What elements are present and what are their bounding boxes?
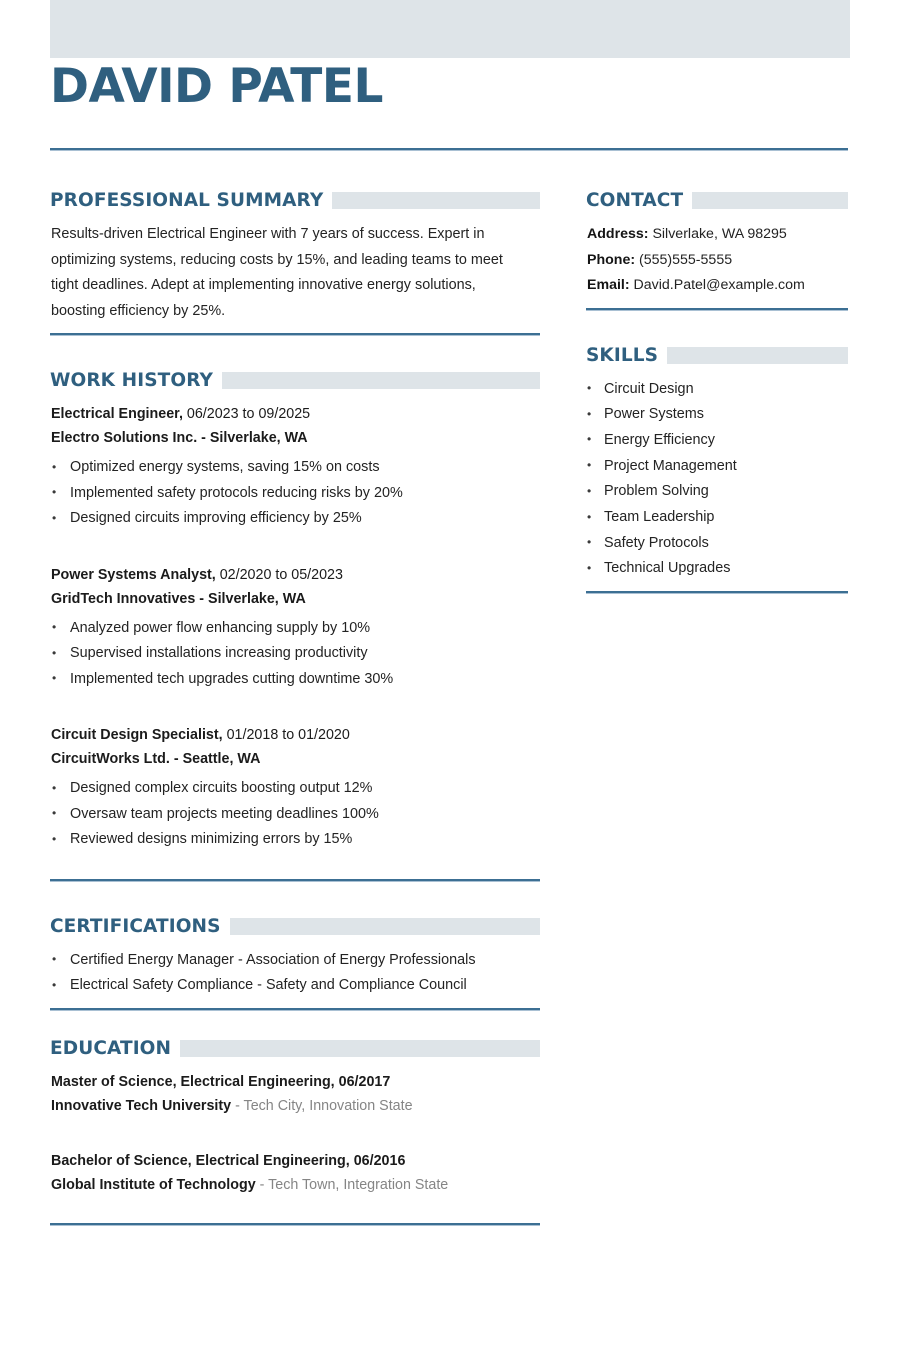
section-heading-professional-summary	[50, 190, 540, 211]
job-title-line	[51, 402, 540, 426]
section-professional-summary	[50, 190, 540, 336]
section-heading-accent-bar	[230, 918, 540, 935]
section-heading-contact	[586, 190, 848, 211]
spacer	[50, 1011, 540, 1038]
section-heading-education	[50, 1038, 540, 1059]
section-heading-work-history	[50, 370, 540, 391]
section-heading-accent-bar	[332, 192, 540, 209]
section-heading-accent-bar	[222, 372, 540, 389]
job-bullet: • Reviewed designs minimizing errors by 15%	[50, 827, 540, 853]
spacer	[586, 299, 848, 308]
work-history-entry	[50, 723, 540, 853]
section-skills	[586, 345, 848, 595]
left-column	[50, 190, 540, 1226]
section-title-text: PROFESSIONAL SUMMARY	[50, 190, 324, 211]
contact-address-value: Silverlake, WA 98295	[648, 226, 787, 242]
section-heading-certifications	[50, 916, 540, 937]
skill-item: • Energy Efficiency	[586, 428, 848, 454]
section-heading-accent-bar	[692, 192, 848, 209]
job-company: CircuitWorks Ltd. - Seattle, WA	[51, 751, 261, 767]
section-education	[50, 1038, 540, 1226]
job-bullet: • Optimized energy systems, saving 15% on costs	[50, 455, 540, 481]
contact-phone-label: Phone:	[587, 251, 636, 268]
spacer	[50, 999, 540, 1008]
spacer	[586, 582, 848, 591]
work-history-entry	[50, 563, 540, 693]
section-heading-skills	[586, 345, 848, 366]
skill-item: • Power Systems	[586, 402, 848, 428]
spacer	[50, 709, 540, 723]
job-bullet: • Implemented tech upgrades cutting downtime 30%	[50, 667, 540, 693]
certification-list	[50, 948, 540, 999]
contact-email-line	[587, 273, 848, 299]
job-bullet: • Implemented safety protocols reducing risks by 20%	[50, 481, 540, 507]
section-title-text: SKILLS	[586, 344, 659, 366]
job-bullet: • Designed circuits improving efficiency by 25%	[50, 506, 540, 532]
education-school: Innovative Tech University	[51, 1097, 232, 1114]
section-divider-skills	[586, 591, 848, 594]
spacer	[50, 870, 540, 879]
skill-item: • Safety Protocols	[586, 531, 848, 557]
job-dates: 02/2020 to 05/2023	[219, 566, 343, 583]
section-certifications	[50, 916, 540, 1011]
education-school: Global Institute of Technology	[51, 1176, 256, 1193]
skill-item: • Circuit Design	[586, 377, 848, 403]
job-bullet-list	[50, 776, 540, 853]
job-bullet: • Designed complex circuits boosting output 12%	[50, 776, 540, 802]
job-dates: 01/2018 to 01/2020	[226, 727, 350, 743]
section-contact	[586, 190, 848, 311]
education-entry	[50, 1070, 540, 1118]
job-company: GridTech Innovatives - Silverlake, WA	[51, 590, 306, 607]
job-company: Electro Solutions Inc. - Silverlake, WA	[51, 430, 308, 446]
summary-paragraph: Results-driven Electrical Engineer with 7 years of success. Expert in optimizing systems, reducing costs by 15%, and leading teams to meet tight deadlines. Adept at implementing innovative energy solutions, boosting efficiency by 25%.	[51, 226, 503, 319]
skills-list	[586, 377, 848, 583]
education-school-line	[51, 1173, 540, 1197]
contact-address-line	[587, 222, 848, 248]
job-bullet: • Oversaw team projects meeting deadlines 100%	[50, 802, 540, 828]
skill-item: • Team Leadership	[586, 505, 848, 531]
spacer	[50, 336, 540, 370]
spacer	[586, 311, 848, 345]
job-bullet-list	[50, 455, 540, 532]
job-dates: 06/2023 to 09/2025	[186, 406, 311, 422]
section-heading-accent-bar	[667, 347, 848, 364]
contact-email-label: Email:	[587, 277, 630, 293]
skill-item: • Project Management	[586, 454, 848, 480]
education-entry	[50, 1149, 540, 1197]
skill-item: • Problem Solving	[586, 479, 848, 505]
spacer	[50, 882, 540, 916]
spacer	[50, 549, 540, 563]
contact-phone-line	[587, 248, 848, 274]
contact-phone-value: (555)555-5555	[635, 251, 733, 268]
section-title-text: CERTIFICATIONS	[50, 915, 221, 937]
section-heading-accent-bar	[180, 1040, 540, 1057]
name-block	[50, 59, 850, 114]
section-title-text: EDUCATION	[50, 1037, 172, 1059]
education-location: - Tech Town, Integration State	[255, 1176, 449, 1193]
job-bullet: • Supervised installations increasing productivity	[50, 641, 540, 667]
job-title: Power Systems Analyst,	[51, 566, 216, 583]
job-title-line	[51, 563, 540, 587]
section-work-history	[50, 370, 540, 882]
spacer	[50, 1135, 540, 1149]
section-title-text: CONTACT	[586, 190, 684, 211]
right-column	[586, 190, 848, 594]
section-title-text: WORK HISTORY	[50, 370, 214, 391]
job-title-line	[51, 723, 540, 747]
certification-item: • Certified Energy Manager - Association of Energy Professionals	[50, 948, 540, 974]
education-school-line	[51, 1094, 540, 1118]
spacer	[50, 1214, 540, 1223]
job-title: Circuit Design Specialist,	[51, 727, 223, 743]
section-divider-education	[50, 1223, 540, 1226]
certification-item: • Electrical Safety Compliance - Safety and Compliance Council	[50, 973, 540, 999]
job-title: Electrical Engineer,	[51, 406, 183, 422]
name-divider	[50, 148, 848, 151]
education-degree: Bachelor of Science, Electrical Engineering, 06/2016	[51, 1152, 406, 1169]
education-location: - Tech City, Innovation State	[231, 1097, 413, 1114]
work-history-entry	[50, 402, 540, 532]
skill-item: • Technical Upgrades	[586, 556, 848, 582]
header-banner	[50, 0, 850, 58]
contact-email-value: David.Patel@example.com	[629, 277, 805, 293]
job-bullet-list	[50, 616, 540, 693]
contact-address-label: Address:	[587, 226, 649, 242]
education-degree: Master of Science, Electrical Engineering, 06/2017	[51, 1073, 391, 1090]
candidate-name: DAVID PATEL	[50, 59, 383, 114]
job-bullet: • Analyzed power flow enhancing supply by 10%	[50, 616, 540, 642]
